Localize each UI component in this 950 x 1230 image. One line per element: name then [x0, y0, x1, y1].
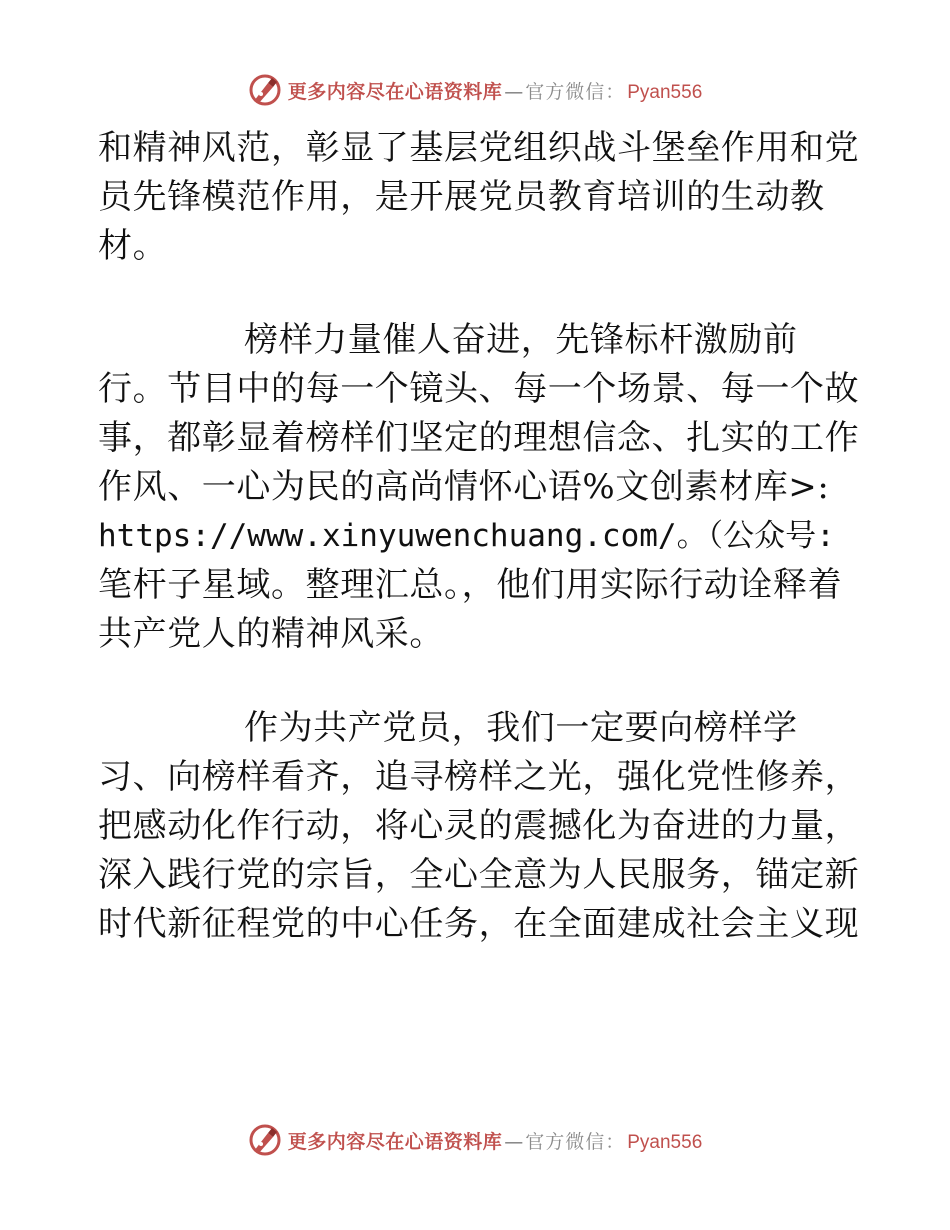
paragraph-3	[98, 704, 858, 949]
banner-slogan: 更多内容尽在心语资料库	[287, 1130, 503, 1153]
text-line: 作风、一心为民的高尚情怀心语%文创素材库>:	[98, 467, 830, 507]
text-line: 深入践行党的宗旨，全心全意为人民服务，锚定新	[98, 855, 860, 895]
banner-dash: —	[504, 80, 524, 103]
text-line: 共产党人的精神风采。	[98, 614, 444, 654]
text-line: 把感动化作行动，将心灵的震撼化为奋进的力量，	[98, 806, 860, 846]
banner-slogan: 更多内容尽在心语资料库	[287, 80, 503, 103]
banner-wechat-id: Pyan556	[627, 1131, 703, 1153]
footer-banner	[0, 1120, 950, 1160]
banner-official-label: 官方微信：	[525, 1130, 626, 1153]
text-line: 行。节目中的每一个镜头、每一个场景、每一个故	[98, 369, 860, 409]
pen-logo-icon	[248, 73, 282, 107]
paragraph-2	[98, 316, 858, 659]
paragraph-1	[98, 124, 858, 271]
banner-wechat-id: Pyan556	[627, 81, 703, 103]
text-line: 员先锋模范作用，是开展党员教育培训的生动教	[98, 177, 825, 217]
banner-dash: —	[504, 1130, 524, 1153]
text-line: 榜样力量催人奋进，先锋标杆激励前	[244, 320, 798, 360]
url-line: https://www.xinyuwenchuang.com/。（公众号:	[98, 518, 835, 554]
text-line: 作为共产党员，我们一定要向榜样学	[244, 708, 798, 748]
banner-official-label: 官方微信：	[525, 80, 626, 103]
text-line: 习、向榜样看齐，追寻榜样之光，强化党性修养，	[98, 757, 860, 797]
document-body	[98, 124, 858, 949]
text-line: 笔杆子星域。整理汇总。，他们用实际行动诠释着	[98, 565, 843, 605]
header-banner	[0, 70, 950, 110]
pen-logo-icon	[248, 1123, 282, 1157]
paragraph-gap	[98, 659, 858, 704]
text-line: 材。	[98, 226, 168, 266]
paragraph-gap	[98, 271, 858, 316]
text-line: 和精神风范，彰显了基层党组织战斗堡垒作用和党	[98, 128, 860, 168]
text-line: 事，都彰显着榜样们坚定的理想信念、扎实的工作	[98, 418, 860, 458]
text-line: 时代新征程党的中心任务，在全面建成社会主义现	[98, 904, 860, 944]
